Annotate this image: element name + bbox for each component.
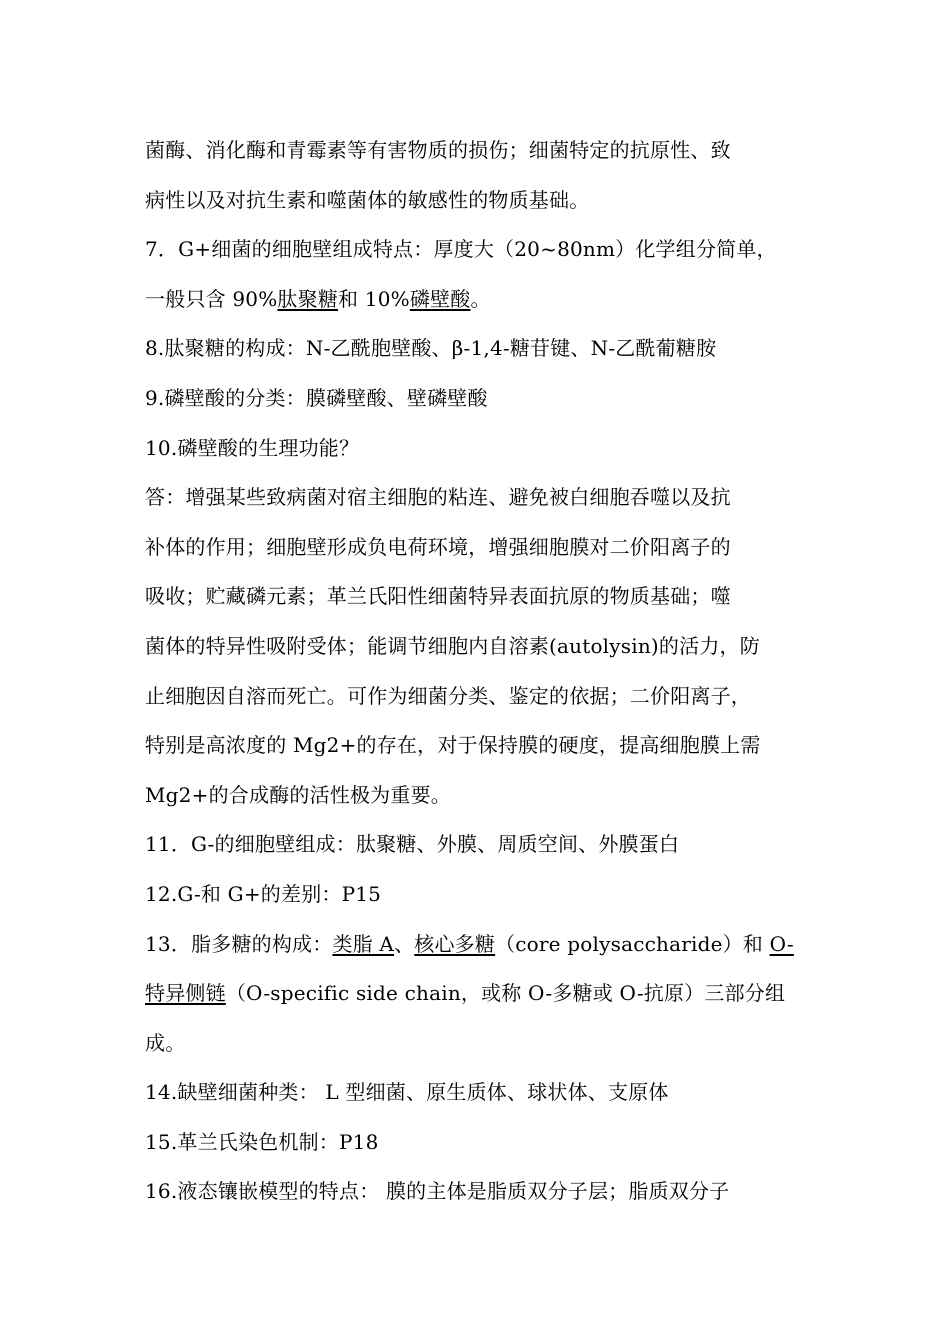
text-run: 。 [470,286,491,311]
text-line [145,969,845,1019]
text-run: 15.革兰氏染色机制：P18 [145,1129,379,1154]
underlined-term: 核心多糖 [414,931,496,956]
text-line [145,275,845,325]
text-run: 补体的作用；细胞壁形成负电荷环境，增强细胞膜对二价阳离子的 [145,534,731,559]
text-line [145,622,845,672]
text-run: 10.磷壁酸的生理功能？ [145,435,360,460]
text-line [145,324,845,374]
text-run: 菌体的特异性吸附受体；能调节细胞内自溶素(autolysin)的活力，防 [145,633,760,658]
text-line [145,721,845,771]
underlined-term: 类脂 A [332,931,395,956]
underlined-term: 肽聚糖 [277,286,339,311]
text-run: Mg2+的合成酶的活性极为重要。 [145,782,451,807]
text-run: 7．G+细菌的细胞壁组成特点：厚度大（20~80nm）化学组分简单， [145,237,777,262]
underlined-term: O- [769,931,794,956]
text-line [145,820,845,870]
text-run: 9.磷壁酸的分类：膜磷壁酸、壁磷壁酸 [145,385,488,410]
text-run: （O-specific side chain，或称 O-多糖或 O-抗原）三部分组 [225,981,786,1006]
text-line [145,1118,845,1168]
text-line [145,672,845,722]
text-run: 11．G-的细胞壁组成：肽聚糖、外膜、周质空间、外膜蛋白 [145,832,680,857]
text-line [145,523,845,573]
text-line [145,176,845,226]
text-run: 12.G-和 G+的差别：P15 [145,881,382,906]
text-run: 、 [394,931,415,956]
text-run: 16.液态镶嵌模型的特点： 膜的主体是脂质双分子层；脂质双分子 [145,1179,730,1204]
text-run: 菌酶、消化酶和青霉素等有害物质的损伤；细菌特定的抗原性、致 [145,138,731,162]
text-line [145,225,845,275]
text-run: 答：增强某些致病菌对宿主细胞的粘连、避免被白细胞吞噬以及抗 [145,485,731,510]
text-run: 吸收；贮藏磷元素；革兰氏阳性细菌特异表面抗原的物质基础；噬 [145,584,731,609]
text-line [145,572,845,622]
document-body [145,126,845,1217]
text-run: 14.缺壁细菌种类： L 型细菌、原生质体、球状体、支原体 [145,1080,669,1105]
text-run: 特别是高浓度的 Mg2+的存在，对于保持膜的硬度，提高细胞膜上需 [145,733,761,758]
text-line [145,771,845,821]
text-run: 8.肽聚糖的构成：N-乙酰胞壁酸、β-1,4-糖苷键、N-乙酰葡糖胺 [145,336,717,361]
text-run: 病性以及对抗生素和噬菌体的敏感性的物质基础。 [145,187,590,212]
text-run: （core polysaccharide）和 [495,931,770,956]
text-line [145,424,845,474]
underlined-term: 特异侧链 [145,981,226,1006]
text-line [145,1019,845,1069]
text-line [145,374,845,424]
text-run: 成。 [145,1030,186,1055]
text-line [145,473,845,523]
text-line [145,1068,845,1118]
text-run: 和 10% [338,286,410,311]
underlined-term: 磷壁酸 [409,286,471,311]
text-line [145,126,845,176]
text-line [145,920,845,970]
text-line [145,1167,845,1217]
text-run: 止细胞因自溶而死亡。可作为细菌分类、鉴定的依据；二价阳离子， [145,683,751,708]
text-run: 一般只含 90% [145,286,278,311]
text-run: 13．脂多糖的构成： [145,931,333,956]
text-line [145,870,845,920]
